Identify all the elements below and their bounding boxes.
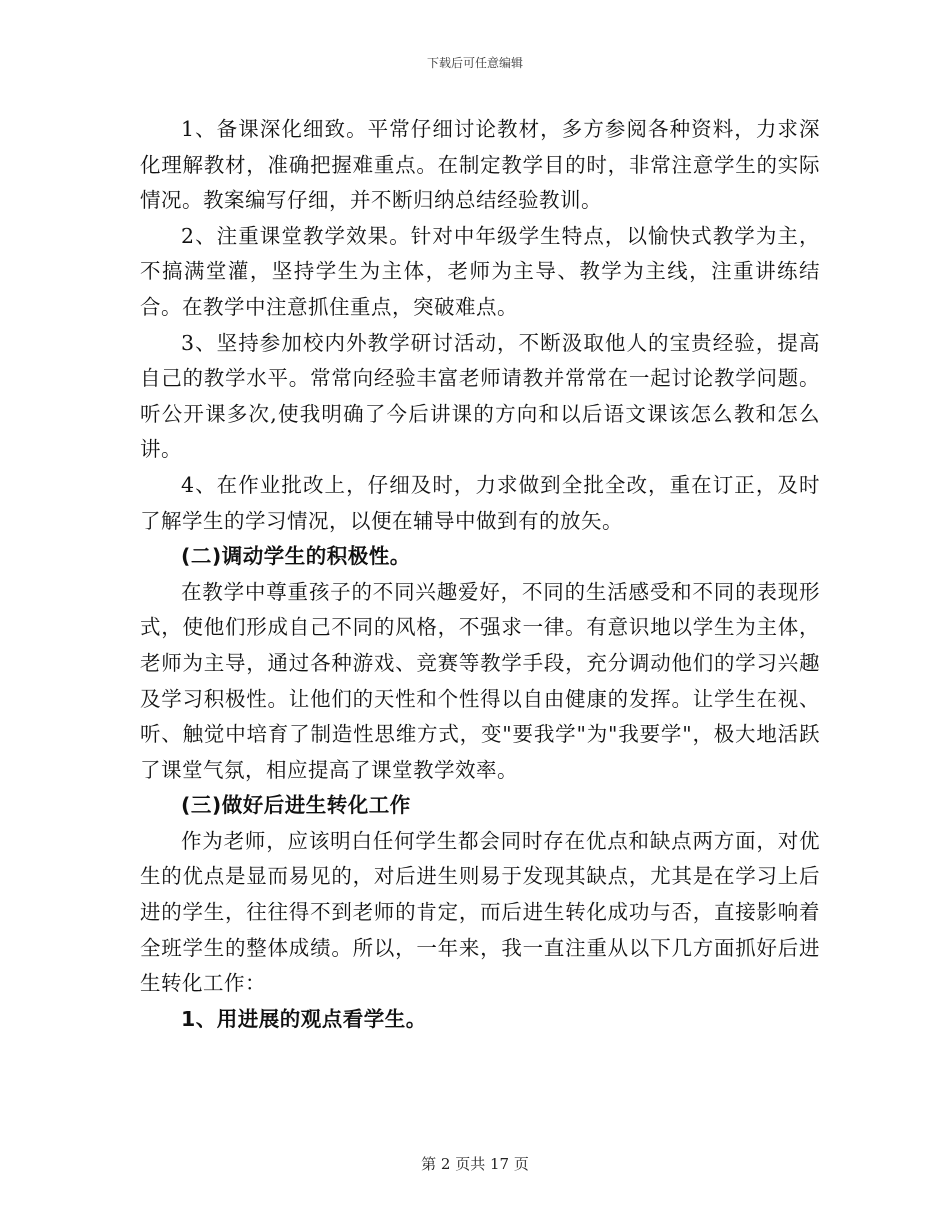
section-heading-struggling-students: (三)做好后进生转化工作 bbox=[181, 793, 411, 818]
page-number: 第 2 页共 17 页 bbox=[421, 1155, 529, 1173]
document-body bbox=[140, 112, 820, 1037]
section-heading-motivation: (二)调动学生的积极性。 bbox=[181, 544, 411, 569]
paragraph-struggling-students: 作为老师，应该明白任何学生都会同时存在优点和缺点两方面，对优生的优点是显而易见的，对后进生则易于发现其缺点，尤其是在学习上后进的学生，往往得不到老师的肯定，而后进生转化成功与否，直接影响着全班学生的整体成绩。所以，一年来，我一直注重从以下几方面抓好后进生转化工作： bbox=[140, 828, 820, 996]
subheading-development-view: 1、用进展的观点看学生。 bbox=[181, 1006, 427, 1031]
paragraph-motivation: 在教学中尊重孩子的不同兴趣爱好，不同的生活感受和不同的表现形式，使他们形成自己不同的风格，不强求一律。有意识地以学生为主体，老师为主导，通过各种游戏、竞赛等教学手段，充分调动他们的学习兴趣及学习积极性。让他们的天性和个性得以自由健康的发挥。让学生在视、听、触觉中培育了制造性思维方式，变"要我学"为"我要学"，极大地活跃了课堂气氛，相应提高了课堂教学效率。 bbox=[140, 579, 820, 782]
page-header-note: 下载后可任意编辑 bbox=[426, 56, 523, 70]
paragraph-lesson-prep: 1、备课深化细致。平常仔细讨论教材，多方参阅各种资料，力求深化理解教材，准确把握难重点。在制定教学目的时，非常注意学生的实际情况。教案编写仔细，并不断归纳总结经验教训。 bbox=[140, 117, 820, 213]
paragraph-homework-grading: 4、在作业批改上，仔细及时，力求做到全批全改，重在订正，及时了解学生的学习情况，以便在辅导中做到有的放矢。 bbox=[140, 472, 820, 533]
paragraph-classroom-effect: 2、注重课堂教学效果。针对中年级学生特点，以愉快式教学为主，不搞满堂灌，坚持学生为主体，老师为主导、教学为主线，注重讲练结合。在教学中注意抓住重点，突破难点。 bbox=[140, 223, 820, 319]
paragraph-teaching-research: 3、坚持参加校内外教学研讨活动，不断汲取他人的宝贵经验，提高自己的教学水平。常常向经验丰富老师请教并常常在一起讨论教学问题。听公开课多次,使我明确了今后讲课的方向和以后语文课该怎么教和怎么讲。 bbox=[140, 330, 820, 462]
